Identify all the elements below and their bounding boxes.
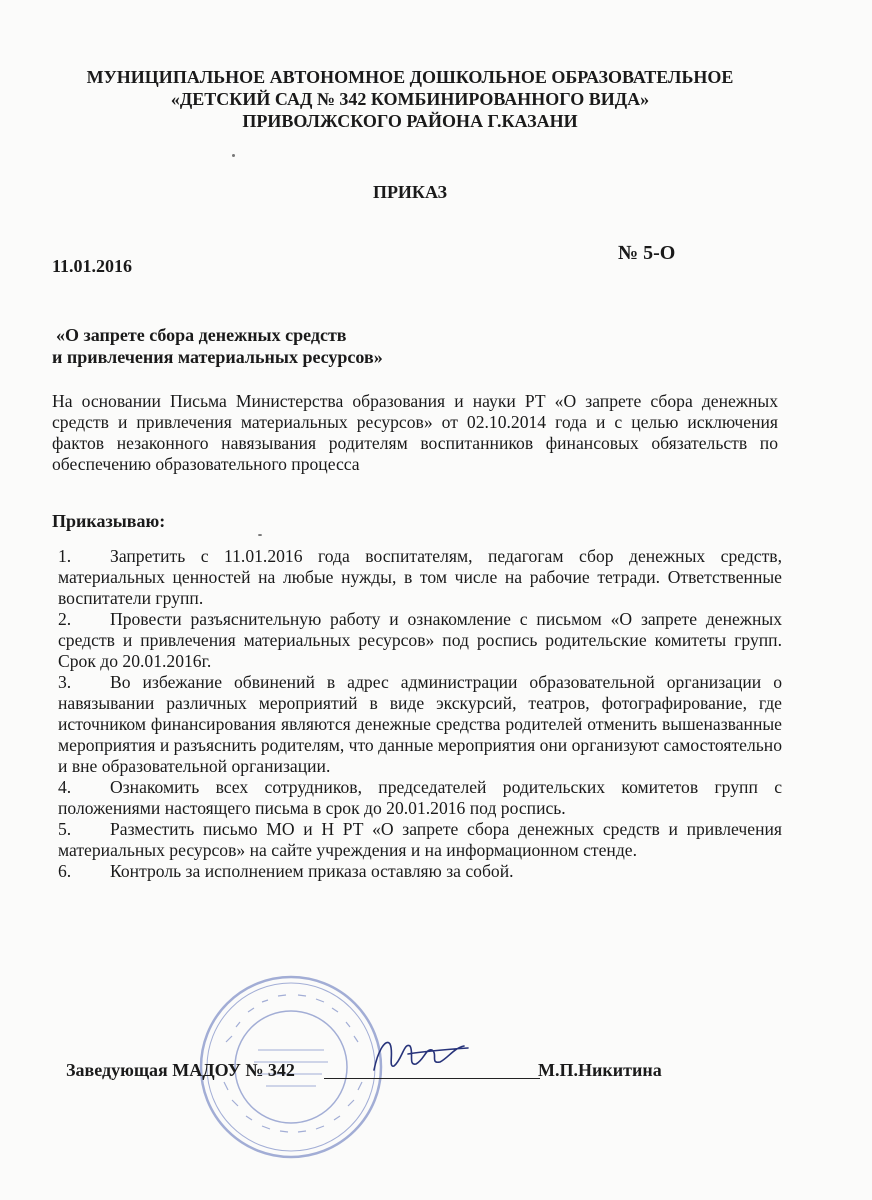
order-item	[58, 672, 782, 777]
header-line-2: «ДЕТСКИЙ САД № 342 КОМБИНИРОВАННОГО ВИДА»	[170, 89, 650, 109]
order-item	[58, 819, 782, 861]
scan-speck	[232, 154, 235, 157]
order-item	[58, 861, 782, 882]
order-subject	[52, 324, 552, 368]
item-number: 6.	[58, 861, 72, 881]
signatory-name: М.П.Никитина	[538, 1060, 662, 1080]
signatory-position: Заведующая МАДОУ № 342	[66, 1060, 295, 1080]
item-number: 5.	[58, 819, 72, 839]
item-text: Ознакомить всех сотрудников, председателей родительских комитетов групп с положениями настоящего письма в срок до 20.01.2016 под роспись.	[58, 777, 782, 818]
document-title: ПРИКАЗ	[372, 182, 448, 202]
header-line-1: МУНИЦИПАЛЬНОЕ АВТОНОМНОЕ ДОШКОЛЬНОЕ ОБРАЗОВАТЕЛЬНОЕ	[86, 67, 734, 87]
scan-speck	[258, 534, 262, 536]
item-number: 2.	[58, 609, 72, 629]
item-number: 4.	[58, 777, 72, 797]
item-text: Запретить с 11.01.2016 года воспитателям, педагогам сбор денежных средств, материальных ценностей на любые нужды, в том числе на рабочие тетради. Ответственные воспитатели групп.	[58, 546, 782, 608]
item-number: 3.	[58, 672, 72, 692]
subject-line-2: и привлечения материальных ресурсов»	[52, 347, 383, 367]
order-item	[58, 546, 782, 609]
item-text: Контроль за исполнением приказа оставляю за собой.	[110, 861, 514, 881]
item-number: 1.	[58, 546, 72, 566]
signature-line	[324, 1078, 540, 1079]
preamble-paragraph: На основании Письма Министерства образования и науки РТ «О запрете сбора денежных средств и привлечения материальных ресурсов» от 02.10.2014 года и с целью исключения фактов незаконного навязывания родителям воспитанников финансовых обязательств по обеспечению образовательного процесса	[52, 391, 778, 474]
order-item	[58, 777, 782, 819]
subject-line-1: «О запрете сбора денежных средств	[56, 325, 347, 345]
item-text: Разместить письмо МО и Н РТ «О запрете сбора денежных средств и привлечения материальных ресурсов» на сайте учреждения и на информационном стенде.	[58, 819, 782, 860]
signature-block	[66, 1056, 786, 1096]
item-text: Провести разъяснительную работу и ознакомление с письмом «О запрете денежных средств и привлечения материальных ресурсов» под роспись родительские комитеты групп. Срок до 20.01.2016г.	[58, 609, 782, 671]
item-text: Во избежание обвинений в адрес администрации образовательной организации о навязывании различных мероприятий в виде экскурсий, театров, фотографирование, где источником финансирования являются денежные средства родителей отменить вышеназванные мероприятия и разъяснить родителям, что данные мероприятия они организуют самостоятельно и вне образовательной организации.	[58, 672, 782, 776]
order-number: № 5-О	[618, 242, 676, 264]
organization-header	[60, 66, 760, 132]
order-items-list	[58, 546, 782, 882]
order-directive-word: Приказываю:	[52, 511, 166, 531]
order-item	[58, 609, 782, 672]
header-line-3: ПРИВОЛЖСКОГО РАЙОНА Г.КАЗАНИ	[242, 111, 578, 131]
order-date: 11.01.2016	[52, 256, 133, 276]
